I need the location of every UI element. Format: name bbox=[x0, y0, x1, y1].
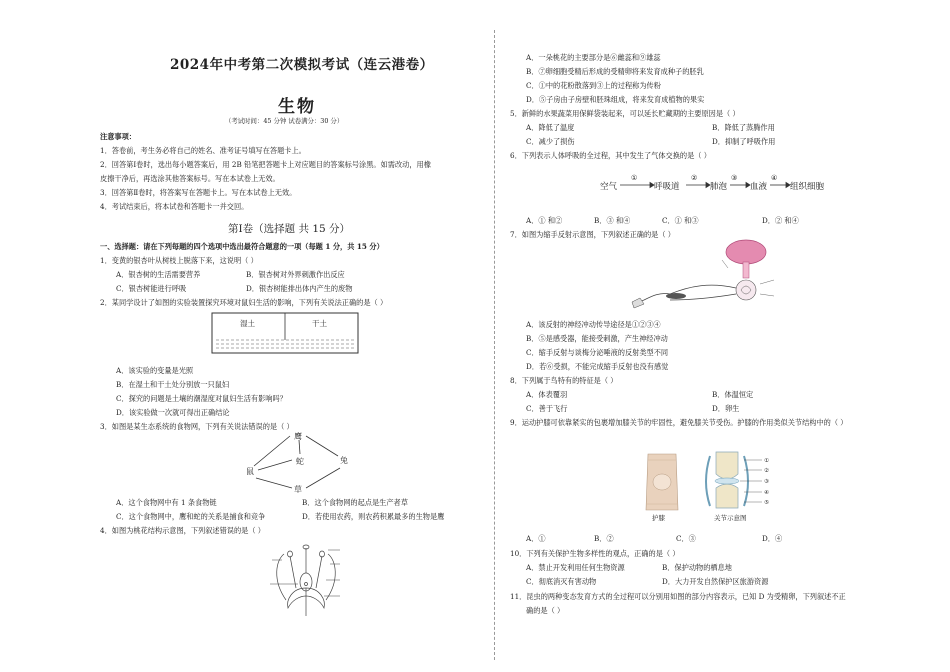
option-a: A．一朵桃花的主要部分是⑥雌蕊和⑨雄蕊 bbox=[526, 53, 661, 62]
option-c: C．减少了损伤 bbox=[526, 137, 575, 146]
option-b: B．⑤是感受器，能接受刺激，产生神经冲动 bbox=[526, 334, 668, 343]
notice-item: 皮擦干净后，再选涂其他答案标号。写在本试卷上无效。 bbox=[100, 174, 280, 183]
notice-heading: 注意事项： bbox=[100, 132, 136, 141]
option-b: B．③ 和④ bbox=[594, 216, 631, 225]
option-d: D．若⑥受损，不能完成缩手反射也没有感觉 bbox=[526, 362, 669, 371]
question-11-cont: 确的是（ ） bbox=[526, 606, 565, 615]
option-c: C．探究的问题是土壤的潮湿度对鼠妇生活有影响吗？ bbox=[116, 394, 287, 403]
question-5: 5．新鲜的水果蔬菜用保鲜袋装起来，可以延长贮藏期的主要原因是（ ） bbox=[510, 109, 740, 118]
option-a: A．该反射的神经冲动传导途径是①②③④ bbox=[526, 320, 661, 329]
peach-flower-figure bbox=[266, 540, 346, 620]
question-9: 9．运动护膝可依靠紧实的包裹增加膝关节的牢固性，避免膝关节受伤。护膝的作用类似关节结构中的（ ） bbox=[510, 418, 848, 427]
wet-soil-label: 湿土 bbox=[240, 319, 255, 328]
notice-item: 2．回答第Ⅰ卷时，选出每小题答案后，用 2B 铅笔把答题卡上对应题目的答案标号涂黑。如需改动，用橡 bbox=[100, 160, 431, 169]
flow-air: 空气 bbox=[600, 182, 618, 192]
option-a: A．降低了温度 bbox=[526, 123, 575, 132]
option-a: A．① bbox=[526, 534, 546, 543]
question-4: 4．如图为桃花结构示意图，下列叙述错误的是（ ） bbox=[100, 526, 265, 535]
notice-item: 4．考试结束后，将本试卷和答题卡一并交回。 bbox=[100, 202, 249, 211]
option-b: B．在湿土和干土处分别放一只鼠妇 bbox=[116, 380, 230, 389]
option-c: C．善于飞行 bbox=[526, 404, 568, 413]
question-1: 1．变黄的银杏叶从树枝上脱落下来，这说明（ ） bbox=[100, 256, 258, 265]
option-b: B．⑦卵细胞受精后形成的受精卵将来发育成种子的胚乳 bbox=[526, 67, 704, 76]
option-a: A．这个食物网中有 1 条食物链 bbox=[116, 498, 217, 507]
reflex-arc-figure bbox=[630, 238, 780, 312]
option-b: B．银杏树对外界刺激作出反应 bbox=[246, 270, 345, 279]
question-3: 3．如图是某生态系统的食物网，下列有关说法错误的是（ ） bbox=[100, 422, 294, 431]
option-b: B．这个食物网的起点是生产者草 bbox=[302, 498, 408, 507]
svg-text:①: ① bbox=[764, 458, 769, 464]
svg-text:③: ③ bbox=[764, 479, 769, 485]
option-d: D．若使用农药，则农药积累最多的生物是鹰 bbox=[302, 512, 445, 521]
question-6: 6．下列表示人体呼吸的全过程，其中发生了气体交换的是（ ） bbox=[510, 151, 711, 160]
step-4: ④ bbox=[771, 174, 778, 182]
option-c: C．①中的花粉散落到③上的过程称为传粉 bbox=[526, 81, 661, 90]
question-7: 7．如图为缩手反射示意图，下列叙述正确的是（ ） bbox=[510, 230, 675, 239]
option-a: A．禁止开发利用任何生物资源 bbox=[526, 563, 625, 572]
svg-text:②: ② bbox=[764, 468, 769, 474]
flow-blood: 血液 bbox=[750, 182, 768, 192]
subject-title: 生物 bbox=[278, 97, 316, 117]
respiration-flow-figure bbox=[598, 172, 834, 196]
option-d: D．④ bbox=[762, 534, 783, 543]
flow-airway: 呼吸道 bbox=[654, 182, 680, 192]
step-2: ② bbox=[691, 174, 698, 182]
snake-label: 蛇 bbox=[296, 457, 304, 466]
notice-item: 3．回答第Ⅱ卷时，将答案写在答题卡上。写在本试卷上无效。 bbox=[100, 188, 297, 197]
option-a: A．体表覆羽 bbox=[526, 390, 568, 399]
mouse-label: 鼠 bbox=[246, 467, 254, 476]
option-a: A．① 和② bbox=[526, 216, 563, 225]
option-c: C．这个食物网中，鹰和蛇的关系是捕食和竞争 bbox=[116, 512, 266, 521]
option-d: D．② 和④ bbox=[762, 216, 799, 225]
question-10: 10．下列有关保护生物多样性的观点，正确的是（ ） bbox=[510, 549, 680, 558]
option-d: D．卵生 bbox=[712, 404, 740, 413]
option-b: B．体温恒定 bbox=[712, 390, 754, 399]
option-a: A．该实验的变量是光照 bbox=[116, 366, 194, 375]
option-b: B．② bbox=[594, 534, 614, 543]
grass-label: 草 bbox=[294, 485, 302, 494]
svg-text:④: ④ bbox=[764, 490, 769, 496]
food-web-figure bbox=[240, 430, 356, 496]
rabbit-label: 兔 bbox=[340, 456, 348, 465]
option-a: A．银杏树的生活需要营养 bbox=[116, 270, 201, 279]
flow-alveoli: 肺泡 bbox=[710, 182, 728, 192]
knee-brace-label: 护膝 bbox=[652, 514, 665, 522]
question-2: 2．某同学设计了如图的实验装置探究环境对鼠妇生活的影响，下列有关说法正确的是（ ） bbox=[100, 298, 388, 307]
section-heading: 第Ⅰ卷（选择题 共 15 分） bbox=[228, 223, 351, 235]
eagle-label: 鹰 bbox=[294, 432, 302, 441]
option-c: C．银杏树能进行呼吸 bbox=[116, 284, 187, 293]
exam-info: （考试时间：45 分钟 试卷满分：30 分） bbox=[225, 117, 344, 125]
option-c: C．① 和③ bbox=[662, 216, 699, 225]
knee-joint-figure bbox=[640, 450, 780, 524]
question-8: 8．下列属于鸟特有的特征是（ ） bbox=[510, 376, 618, 385]
question-11: 11．昆虫的两种变态发育方式的全过程可以分别用如图的部分内容表示，已知 D 为受精卵，下列叙述不正 bbox=[510, 592, 846, 601]
flow-tissue-cells: 组织细胞 bbox=[790, 182, 825, 192]
option-b: B．保护动物的栖息地 bbox=[662, 563, 732, 572]
option-d: D．⑤子房由子房壁和胚珠组成，将来发育成植物的果实 bbox=[526, 95, 705, 104]
option-d: D．该实验做一次就可得出正确结论 bbox=[116, 408, 230, 417]
part-heading: 一、选择题：请在下列每题的四个选项中选出最符合题意的一项（每题 1 分，共 15 分） bbox=[100, 242, 384, 251]
option-c: C．缩手反射与谈梅分泌唾液的反射类型不同 bbox=[526, 348, 669, 357]
experiment-box-figure bbox=[210, 310, 362, 356]
joint-diagram-label: 关节示意图 bbox=[714, 514, 747, 522]
option-b: B．降低了蒸腾作用 bbox=[712, 123, 775, 132]
notice-item: 1．答卷前，考生务必将自己的姓名、准考证号填写在答题卡上。 bbox=[100, 146, 306, 155]
column-divider bbox=[494, 30, 495, 660]
option-c: C．③ bbox=[676, 534, 696, 543]
svg-text:⑤: ⑤ bbox=[764, 500, 769, 506]
step-1: ① bbox=[631, 174, 638, 182]
exam-title: 2024年中考第二次模拟考试（连云港卷） bbox=[170, 57, 434, 73]
option-d: D．抑制了呼吸作用 bbox=[712, 137, 776, 146]
option-d: D．银杏树能排出体内产生的废物 bbox=[246, 284, 353, 293]
option-d: D．大力开发自然保护区旅游资源 bbox=[662, 577, 769, 586]
option-c: C．彻底消灭有害动物 bbox=[526, 577, 597, 586]
step-3: ③ bbox=[731, 174, 738, 182]
dry-soil-label: 干土 bbox=[312, 319, 327, 328]
